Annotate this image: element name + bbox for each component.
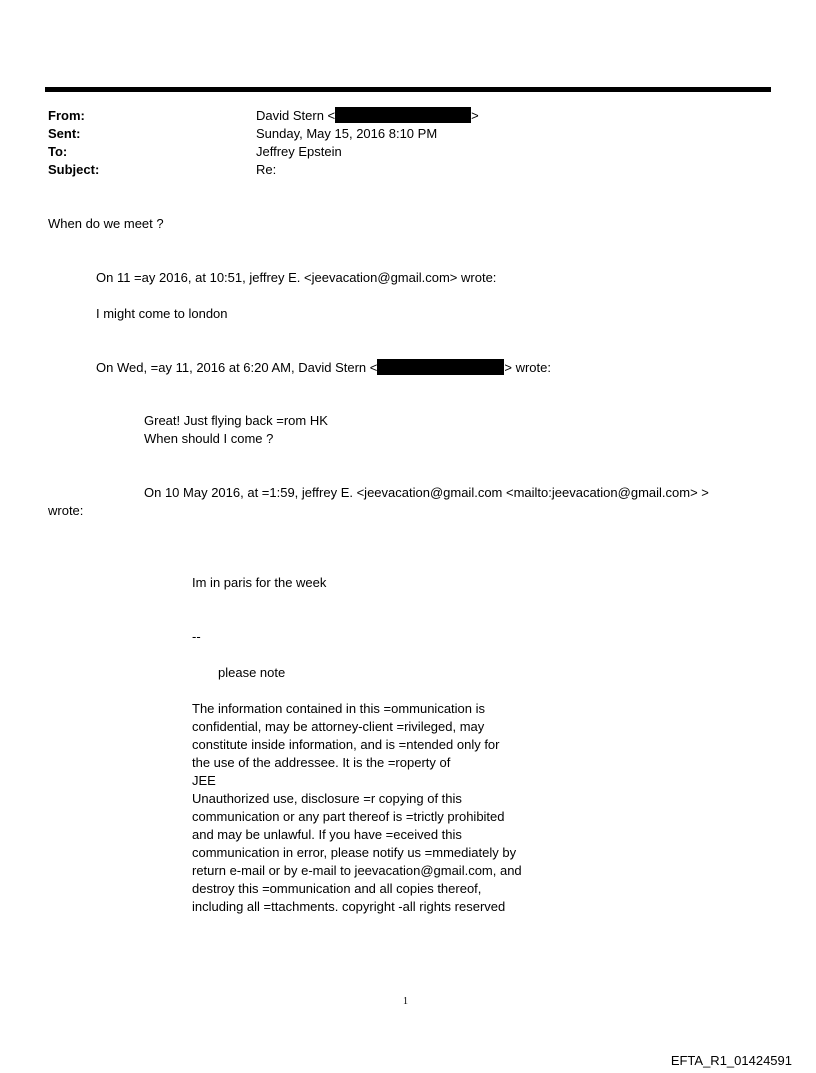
quote3-attribution: On 10 May 2016, at =1:59, jeffrey E. <jeevacation@gmail.com <mailto:jeevacation@gmail.com> >: [144, 485, 709, 500]
disclaimer-line: constitute inside information, and is =ntended only for: [192, 737, 500, 752]
disclaimer-line: including all =ttachments. copyright -all rights reserved: [192, 899, 506, 914]
signature-dash: --: [192, 629, 201, 644]
quote3-text: Im in paris for the week: [192, 575, 327, 590]
disclaimer-line: JEE: [192, 773, 216, 788]
to-label: To:: [48, 144, 68, 159]
from-label: From:: [48, 108, 85, 123]
disclaimer-line: confidential, may be attorney-client =rivileged, may: [192, 719, 485, 734]
disclaimer-line: destroy this =ommunication and all copies thereof,: [192, 881, 482, 896]
disclaimer: [192, 700, 522, 916]
reply-text: When do we meet ?: [48, 216, 164, 231]
quote2-attribution: [96, 359, 551, 377]
quote3-attribution-wrap: wrote:: [48, 503, 84, 518]
quote2-attr-post: > wrote:: [504, 360, 551, 375]
subject-label: Subject:: [48, 162, 100, 177]
quote2-attr-pre: On Wed, =ay 11, 2016 at 6:20 AM, David Stern <: [96, 360, 378, 375]
subject-value: Re:: [256, 162, 277, 177]
from-name: David Stern <: [256, 108, 336, 123]
redaction-block: [335, 107, 471, 123]
signature-note: please note: [218, 665, 286, 680]
sent-label: Sent:: [48, 126, 81, 141]
quote1-attribution: On 11 =ay 2016, at 10:51, jeffrey E. <jeevacation@gmail.com> wrote:: [96, 270, 497, 285]
to-value: Jeffrey Epstein: [256, 144, 342, 159]
disclaimer-line: The information contained in this =ommunication is: [192, 701, 486, 716]
disclaimer-line: communication or any part thereof is =trictly prohibited: [192, 809, 505, 824]
document-id: EFTA_R1_01424591: [670, 1053, 792, 1068]
disclaimer-line: and may be unlawful. If you have =eceived this: [192, 827, 462, 842]
quote2-line2: When should I come ?: [144, 431, 274, 446]
quote1-text: I might come to london: [96, 306, 228, 321]
from-close: >: [471, 108, 479, 123]
quote2-line1: Great! Just flying back =rom HK: [144, 413, 328, 428]
disclaimer-line: communication in error, please notify us =mmediately by: [192, 845, 517, 860]
redaction-block: [377, 359, 504, 375]
page-number: 1: [403, 996, 408, 1007]
disclaimer-line: return e-mail or by e-mail to jeevacation@gmail.com, and: [192, 863, 522, 878]
disclaimer-line: Unauthorized use, disclosure =r copying of this: [192, 791, 462, 806]
sent-value: Sunday, May 15, 2016 8:10 PM: [256, 126, 438, 141]
disclaimer-line: the use of the addressee. It is the =roperty of: [192, 755, 451, 770]
from-value: [256, 107, 479, 125]
header-rule: [45, 87, 771, 92]
